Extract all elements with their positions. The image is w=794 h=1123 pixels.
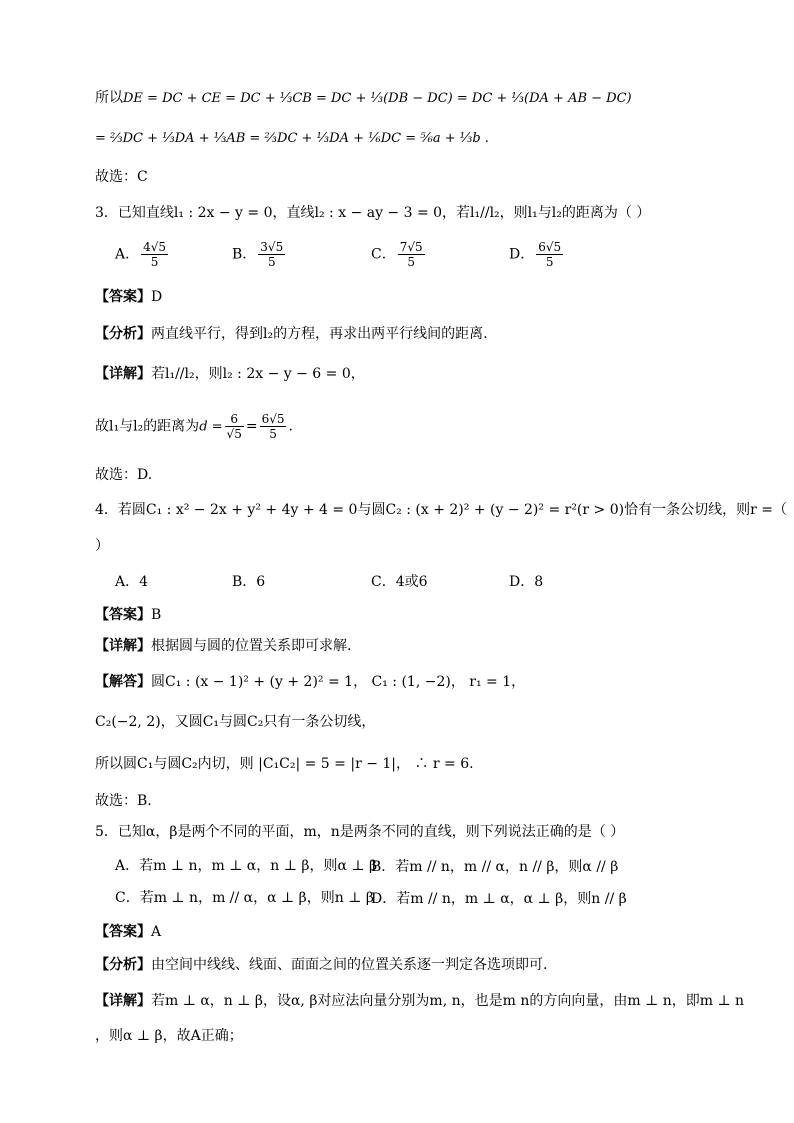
prev-equation-2: = ⅔DC + ⅓DA + ⅓AB = ⅔DC + ⅓DA + ⅙DC = ⅚a + ⅓b .: [95, 131, 489, 146]
q5-answer-tag: 【答案】: [95, 924, 151, 940]
q5-option-c: C．若m ⊥ n，m // α，α ⊥ β，则n ⊥ β: [115, 890, 374, 906]
q3-option-b-label: B．: [232, 246, 257, 263]
prev-line-2: [95, 128, 489, 149]
q3-f1-den: √5: [226, 427, 242, 441]
q3-detail-1: [95, 364, 365, 384]
q4-detail-text: 根据圆与圆的位置关系即可求解.: [151, 638, 352, 654]
q3-answer: [95, 287, 162, 307]
q3-option-a-label: A．: [115, 246, 140, 263]
q4-option-b-label: B．: [232, 574, 257, 590]
q4-answer-tag: 【答案】: [95, 607, 151, 623]
q3-analysis-tag: 【分析】: [95, 326, 151, 342]
q5-analysis: [95, 955, 547, 975]
q3-answer-tag: 【答案】: [95, 289, 151, 305]
q3-f2-num: 6√5: [261, 412, 285, 426]
q3-option-c: [371, 240, 427, 269]
q4-option-b: [232, 571, 265, 591]
q4-stem-cont: ）: [95, 538, 109, 554]
q3-option-c-num: 7√5: [399, 240, 423, 254]
q4-solve-2: C₂(−2, 2)，又圆C₁与圆C₂只有一条公切线，: [95, 714, 376, 730]
q3-detail-2-eq: =: [245, 418, 258, 435]
q4-option-c-label: C．: [371, 574, 396, 590]
q3-option-a-fraction: [141, 240, 168, 269]
q5-analysis-tag: 【分析】: [95, 957, 151, 973]
q3-option-a: [115, 240, 170, 269]
q4-solve-tag: 【解答】: [95, 674, 151, 690]
q3-option-a-num: 4√5: [143, 240, 167, 254]
q4-detail-tag: 【详解】: [95, 638, 151, 654]
prev-answer: 故选：C: [95, 169, 148, 185]
q4-solve-text-1: 圆C₁ : (x − 1)² + (y + 2)² = 1， C₁ : (1, −2)， r₁ = 1，: [151, 674, 526, 690]
q3-final: 故选：D.: [95, 467, 153, 483]
prev-lead: 所以: [95, 90, 123, 106]
q4-solve-3: 所以圆C₁与圆C₂内切，则 |C₁C₂| = 5 = |r − 1|， ∴ r = 6.: [95, 756, 474, 772]
q5-stem: 5．已知α，β是两个不同的平面，m，n是两条不同的直线，则下列说法正确的是（ ）: [95, 824, 625, 840]
q3-detail-2: [95, 412, 293, 441]
q4-option-a-label: A．: [115, 574, 140, 590]
q3-option-d-label: D．: [509, 246, 535, 263]
q5-detail-tag: 【详解】: [95, 993, 151, 1009]
q5-answer-value: A: [151, 924, 162, 940]
q3-stem: 3．已知直线l₁ : 2x − y = 0，直线l₂ : x − ay − 3 = 0，若l₁//l₂，则l₁与l₂的距离为（ ）: [95, 205, 651, 221]
q3-f2-den: 5: [269, 427, 277, 441]
q3-detail-tag: 【详解】: [95, 366, 151, 382]
q3-option-b-fraction: [258, 240, 285, 269]
q4-solve-1: [95, 672, 525, 692]
q5-option-a: A．若m ⊥ n，m ⊥ α，n ⊥ β，则α ⊥ β: [115, 858, 378, 874]
q3-detail-2-d: d =: [199, 419, 223, 435]
q4-option-d-text: 8: [534, 574, 544, 590]
q5-option-b: B．若m // n，m // α，n // β，则α // β: [371, 859, 619, 875]
q3-option-c-fraction: [398, 240, 425, 269]
q3-option-b-num: 3√5: [260, 240, 284, 254]
q3-detail-text-1: 若l₁//l₂，则l₂ : 2x − y − 6 = 0，: [151, 366, 365, 382]
q3-distance-fraction-1: [225, 412, 244, 441]
q4-option-a-text: 4: [139, 574, 149, 590]
q4-option-d: [509, 571, 543, 591]
q3-answer-value: D: [151, 289, 163, 305]
q3-distance-fraction-2: [260, 412, 287, 441]
q3-option-b: [232, 240, 287, 269]
q3-analysis: [95, 324, 488, 344]
q3-option-b-den: 5: [267, 255, 276, 269]
q5-detail-2: ，则α ⊥ β，故A正确；: [95, 1028, 243, 1044]
q3-detail-2-end: .: [288, 418, 293, 435]
q4-final: 故选：B.: [95, 793, 152, 809]
q3-option-c-den: 5: [407, 255, 415, 269]
q3-detail-2-lead: 故l₁与l₂的距离为: [95, 418, 200, 435]
q3-option-d-fraction: [536, 240, 563, 269]
q4-option-d-label: D．: [509, 574, 535, 590]
q3-option-d: [509, 240, 565, 269]
q5-answer: [95, 922, 161, 942]
q5-option-d: D．若m // n，m ⊥ α，α ⊥ β，则n // β: [371, 891, 627, 907]
prev-equation-1: DE = DC + CE = DC + ⅓CB = DC + ⅓(DB − DC) = DC + ⅓(DA + AB − DC): [123, 91, 632, 106]
q4-option-c: [371, 571, 428, 591]
q4-option-b-text: 6: [256, 574, 266, 590]
q3-option-d-num: 6√5: [538, 240, 562, 254]
q3-analysis-text: 两直线平行，得到l₂的方程，再求出两平行线间的距离.: [151, 326, 488, 342]
q5-detail-1: [95, 991, 744, 1011]
q4-answer: [95, 605, 161, 625]
q4-stem: 4．若圆C₁ : x² − 2x + y² + 4y + 4 = 0与圆C₂ : (x + 2)² + (y − 2)² = r²(r > 0)恰有一条公切线，则r =（: [95, 502, 787, 518]
q4-detail: [95, 636, 351, 656]
q3-f1-num: 6: [225, 412, 244, 427]
q3-option-d-den: 5: [545, 255, 554, 269]
q5-detail-text-1: 若m ⊥ α，n ⊥ β，设α, β对应法向量分别为m, n，也是m n的方向向量，由m ⊥ n，即m ⊥ n: [151, 993, 745, 1009]
q5-analysis-text: 由空间中线线、线面、面面之间的位置关系逐一判定各选项即可.: [151, 957, 548, 973]
q3-option-a-den: 5: [150, 255, 159, 269]
q3-option-c-label: C．: [371, 246, 396, 263]
prev-line-1: [95, 88, 632, 109]
q4-option-a: [115, 571, 148, 591]
q4-option-c-text: 4或6: [395, 574, 428, 590]
q4-answer-value: B: [151, 607, 162, 623]
